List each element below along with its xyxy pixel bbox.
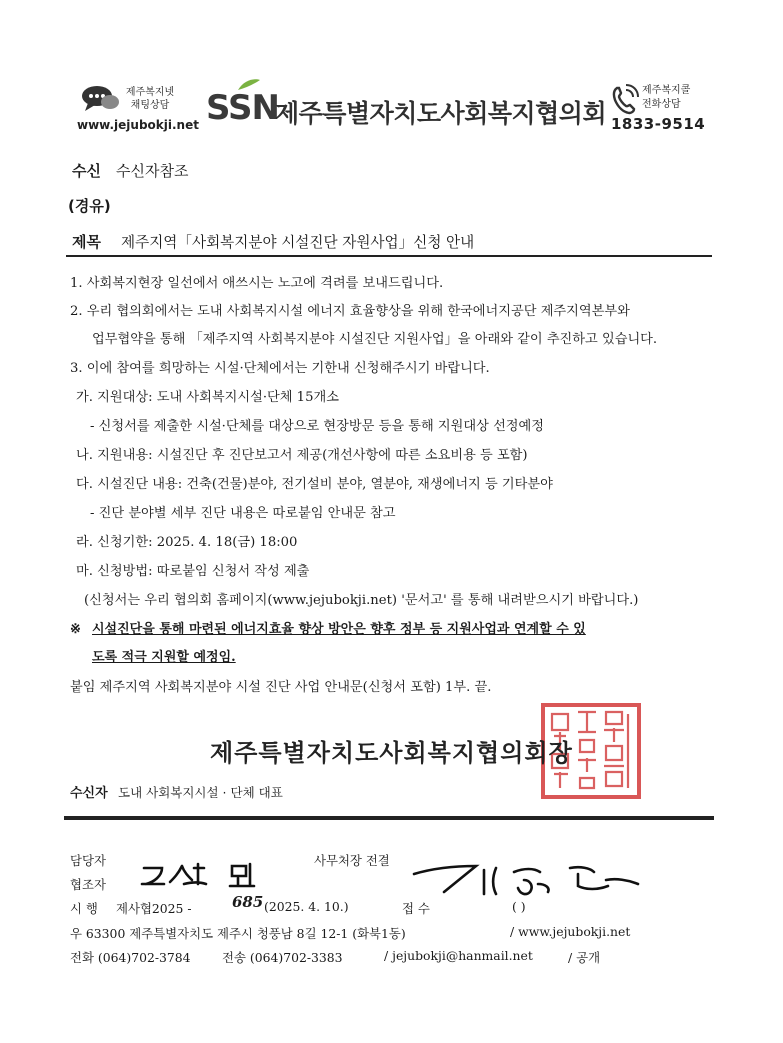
body-line-12: (신청서는 우리 협의회 홈페이지(www.jejubokji.net) '문서고' 를 통해 내려받으시기 바랍니다.) <box>84 593 639 608</box>
footer-website[interactable]: / www.jejubokji.net <box>510 924 631 939</box>
phone-number[interactable]: 1833-9514 <box>611 115 706 133</box>
body-line-1: 1. 사회복지현장 일선에서 애쓰시는 노고에 격려를 보내드립니다. <box>70 276 444 291</box>
body-line-3: 업무협약을 통해 「제주지역 사회복지분야 시설진단 지원사업」을 아래와 같이 추진하고 있습니다. <box>92 332 658 347</box>
note-mark: ※ <box>70 622 82 637</box>
body-line-10: 라. 신청기한: 2025. 4. 18(금) 18:00 <box>76 535 298 550</box>
receipt-label: 접 수 <box>402 901 430 916</box>
recipients-label: 수신자 <box>70 786 108 801</box>
receipt-value: ( ) <box>512 899 526 914</box>
phone-line: 전화 (064)702-3784 <box>70 950 191 965</box>
body-line-2: 2. 우리 협의회에서는 도내 사회복지시설 에너지 효율향상을 위해 한국에너지공단 제주지역본부와 <box>70 304 630 319</box>
enforce-number: 685 <box>232 893 264 911</box>
disclosure-line: / 공개 <box>568 950 601 965</box>
body-line-11: 마. 신청방법: 따로붙임 신청서 작성 제출 <box>76 564 310 579</box>
phone-icon <box>611 84 639 116</box>
officer-label: 담당자 <box>70 853 106 868</box>
chat-bubbles-icon <box>80 84 120 112</box>
note-line-1: 시설진단을 통해 마련된 에너지효율 향상 방안은 향후 정부 등 지원사업과 연계할 수 있 <box>92 622 586 637</box>
enforce-label: 시 행 <box>70 901 98 916</box>
website-link[interactable]: www.jejubokji.net <box>77 118 199 132</box>
via-label: (경유) <box>68 197 111 215</box>
org-title: 제주특별자치도사회복지협의회 <box>275 99 607 128</box>
chat-label-line2: 채팅상담 <box>130 100 170 111</box>
body-line-5: 가. 지원대상: 도내 사회복지시설·단체 15개소 <box>76 390 339 405</box>
note-line-2: 도록 적극 지원할 예정임. <box>92 650 236 665</box>
subject-divider <box>66 255 712 257</box>
subject-label: 제목 <box>72 233 101 251</box>
recipients-value: 도내 사회복지시설 · 단체 대표 <box>118 785 283 800</box>
body-line-8: 다. 시설진단 내용: 건축(건물)분야, 전기설비 분야, 열분야, 재생에너지 등 기타분야 <box>76 477 553 492</box>
recipient-label: 수신 <box>72 162 101 180</box>
attachment-line: 붙임 제주지역 사회복지분야 시설 진단 사업 안내문(신청서 포함) 1부. 끝. <box>70 680 492 695</box>
enforce-prefix: 제사협2025 - <box>116 901 192 916</box>
body-line-6: - 신청서를 제출한 시설·단체를 대상으로 현장방문 등을 통해 지원대상 선정예정 <box>90 419 545 434</box>
phone-label-line2: 전화상담 <box>642 99 681 110</box>
issuer-title: 제주특별자치도사회복지협의회장 <box>210 739 573 767</box>
footer-divider-thick <box>64 816 714 820</box>
fax-line: 전송 (064)702-3383 <box>222 950 343 965</box>
body-line-4: 3. 이에 참여를 희망하는 시설·단체에서는 기한내 신청해주시기 바랍니다. <box>70 361 490 376</box>
body-line-9: - 진단 분야별 세부 진단 내용은 따로붙임 안내문 참고 <box>90 506 396 521</box>
chat-label-line1: 제주복지넷 <box>125 87 175 98</box>
enforce-date: (2025. 4. 10.) <box>264 899 349 914</box>
address-line: 우 63300 제주특별자치도 제주시 청풍남 8길 12-1 (화북1동) <box>70 926 406 941</box>
officer-signature <box>138 860 278 890</box>
chief-label: 사무처장 전결 <box>314 853 390 868</box>
subject-value: 제주지역「사회복지분야 시설진단 자원사업」신청 안내 <box>121 234 475 251</box>
body-line-7: 나. 지원내용: 시설진단 후 진단보고서 제공(개선사항에 따른 소요비용 등 포함) <box>76 448 528 463</box>
ssn-logo: SSN <box>206 88 279 128</box>
chief-signature <box>410 862 650 896</box>
phone-label-line1: 제주복지콜 <box>642 85 691 96</box>
cooperator-label: 협조자 <box>70 877 106 892</box>
recipient-value: 수신자참조 <box>116 162 189 180</box>
email-line[interactable]: / jejubokji@hanmail.net <box>384 948 533 963</box>
